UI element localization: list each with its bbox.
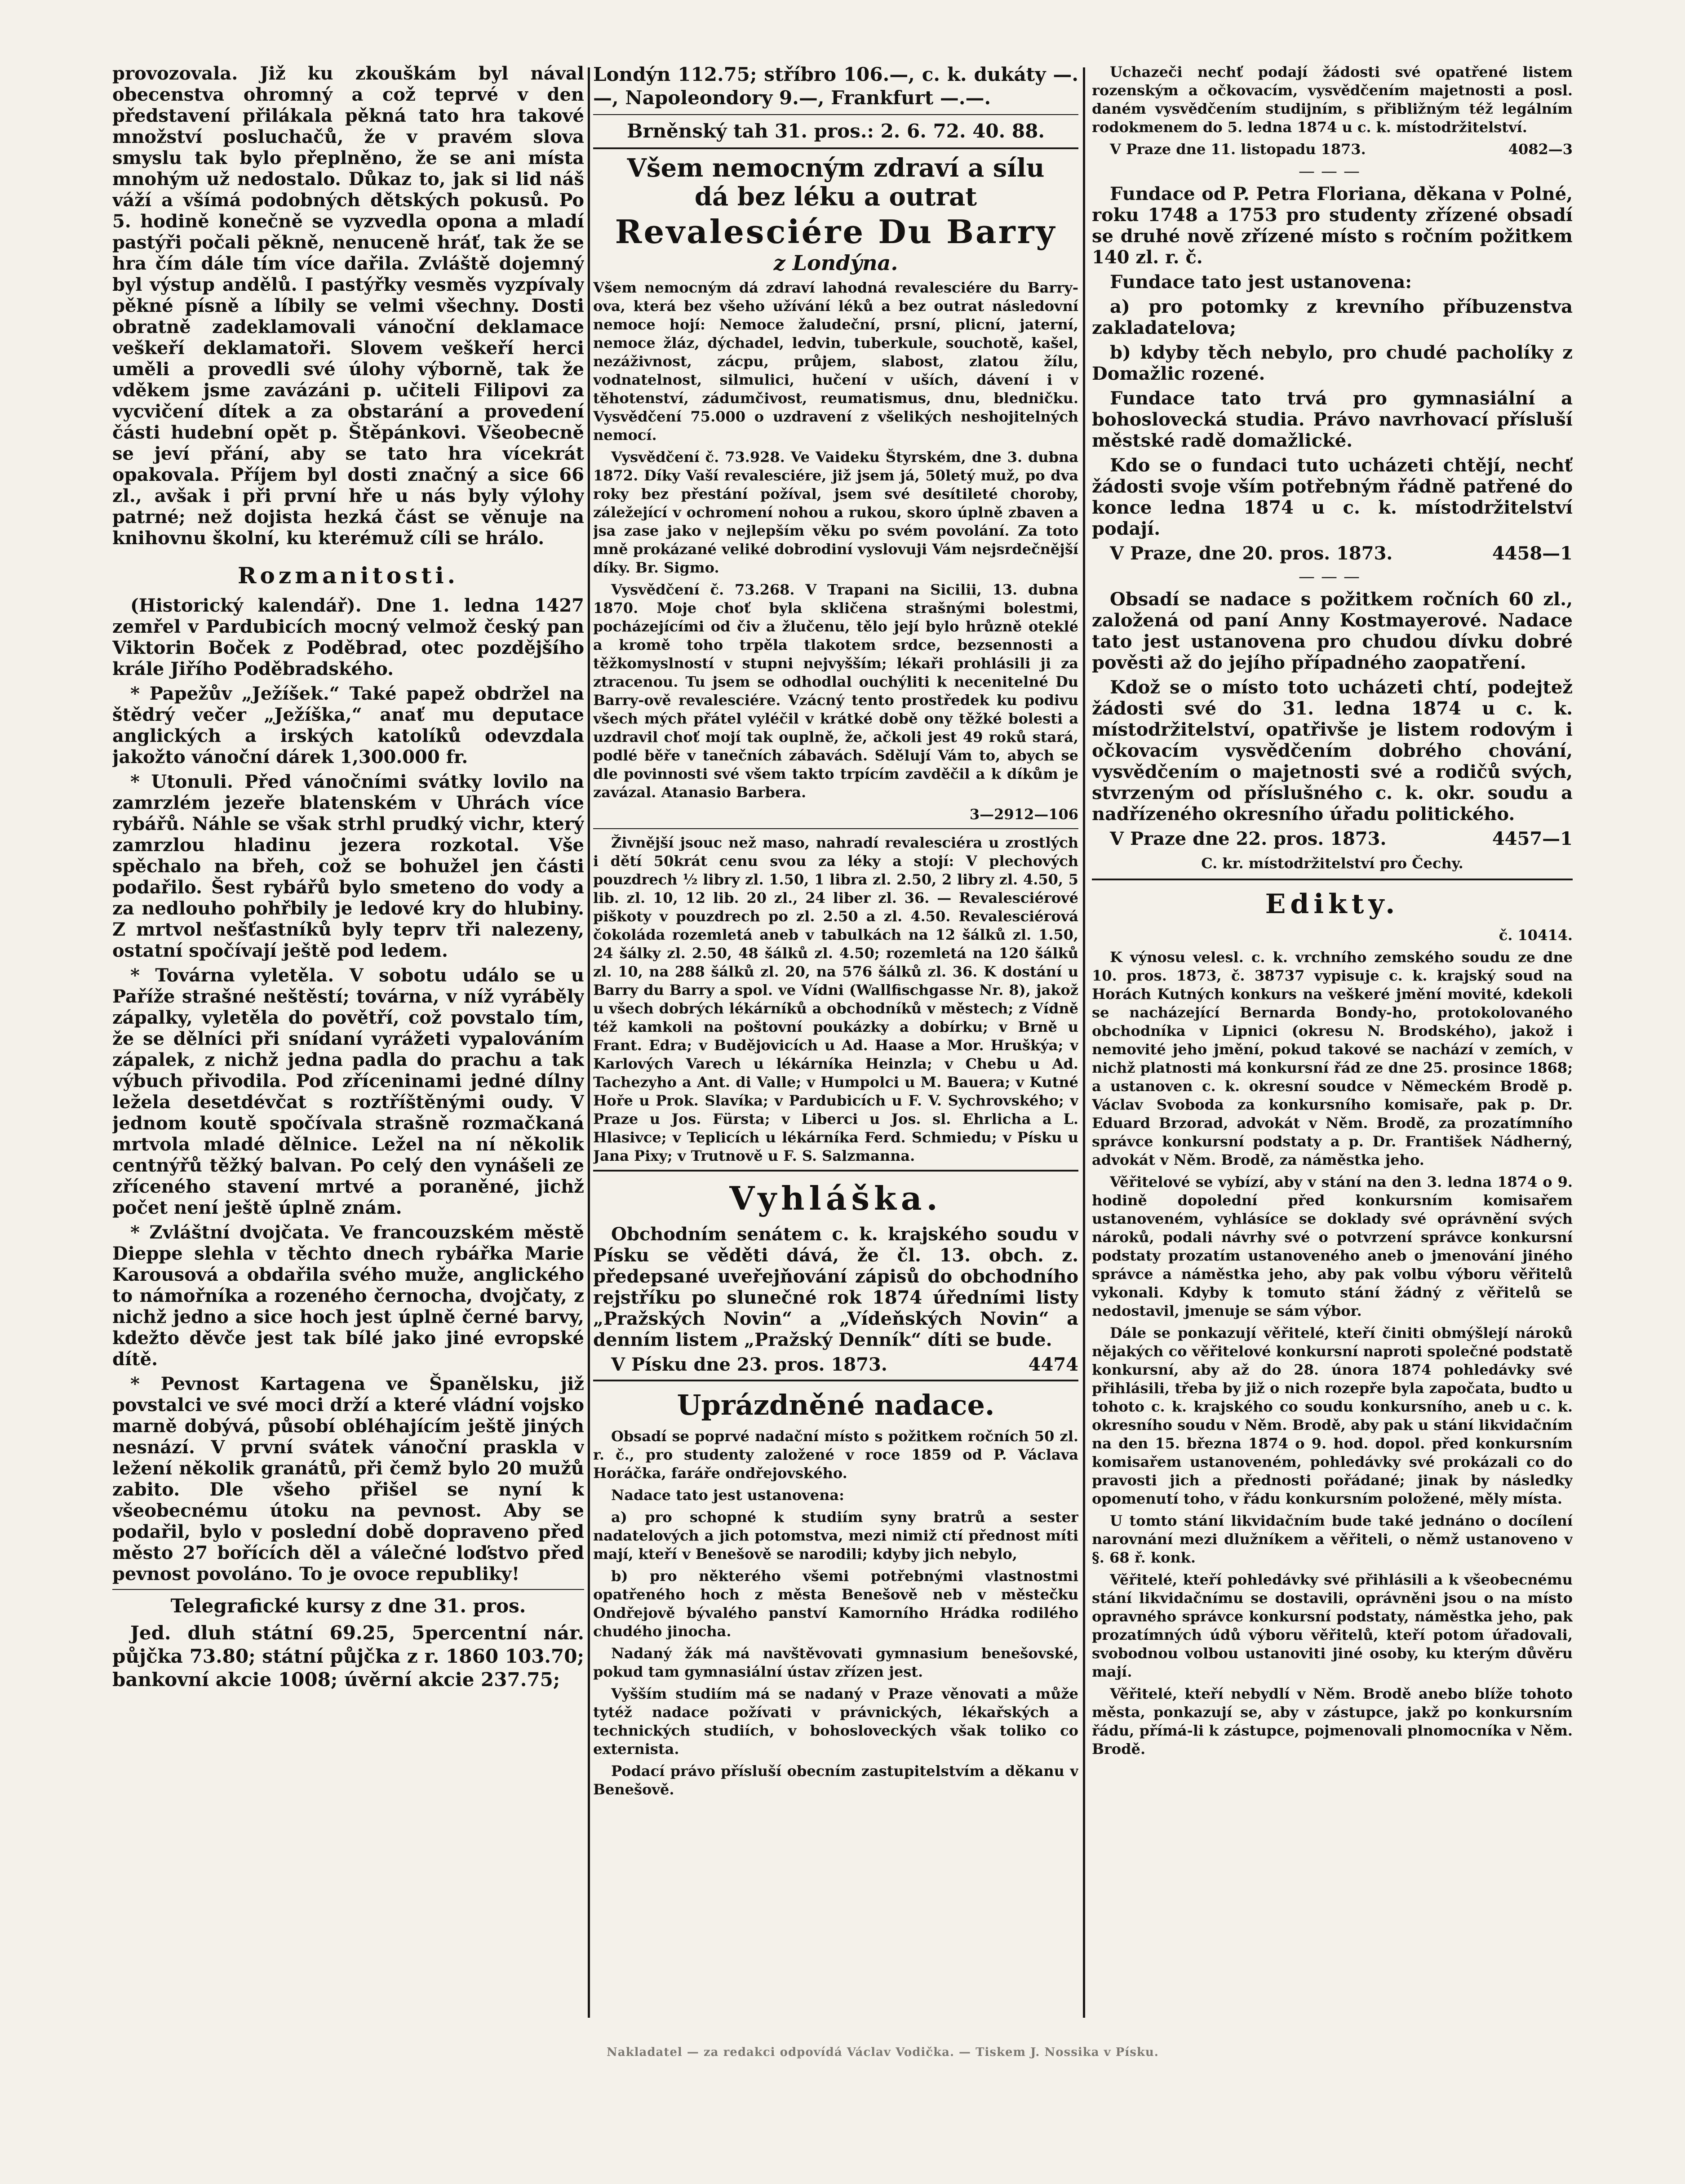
nadace-heading: Uprázdněné nadace. [677, 1389, 995, 1421]
divider [112, 1589, 584, 1590]
ad-number: 3—2912—106 [969, 806, 1078, 823]
edikty-text: Věřitelové se vybízí, aby v stání na den 3. ledna 1874 o 9. hodině dopolední před konkursním komisařem ustanoveném, vyhlásíce se doklady své oprávnění svých nároků, podali návrhy své o potvrzení správce konkursní podstaty prozatím ustanoveného aneb o jmenování jiného správce a náměstka jeho, aby pak volbu výboru věřitelů vykonali. Kdyby k tomuto stání žádný z věřitelů se nedostavil, jmenuje se sám výbor. [1092, 1173, 1573, 1319]
rozmanitosti-item: * Papežův „Ježíšek.“ Také papež obdržel na štědrý večer „Ježíška,“ anať mu deputace anglických a irských katolíků odevzdala jakožto vánoční dárek 1,300.000 fr. [112, 683, 584, 768]
ad-headline: Všem nemocným zdraví a sílu [627, 153, 1045, 183]
fundace-text: b) kdyby těch nebylo, pro chudé pacholíky z Domažlic rozené. [1092, 342, 1573, 384]
imprint-footer: Nakladatel — za redakci odpovídá Václav Vodička. — Tiskem J. Nossika v Písku. [607, 2046, 1159, 2059]
kursy-heading: Telegrafické kursy z dne 31. pros. [170, 1595, 526, 1617]
top-notice-footer [1092, 140, 1573, 159]
kostmayer-footer [1092, 828, 1573, 849]
rozmanitosti-item: * Továrna vyletěla. V sobotu událo se u Paříže strašné neštěstí; továrna, v níž vyráběly zápalky, vyletěla do povětří, což povstalo tím, že se dělníci při snídaní vyrážeti vypalováním zápalek, z nichž jedna padla do prachu a tak výbuch přivodila. Pod zříceninami jedné dílny ležela desetdévčat s roztříštěnými oudy. V jednom koutě spočívala strašně rozmačkaná mrtvola mladé dělnice. Ležel na ní několik centnýřů těžký balvan. Po celý den vynášeli ze zříceného stavení mrtvé a poraněné, jichž počet není ještě úplně znám. [112, 965, 584, 1218]
rozmanitosti-heading: Rozmanitosti. [237, 562, 459, 589]
column-1 [112, 63, 584, 2022]
kostmayer-number: 4457—1 [1492, 828, 1573, 849]
kostmayer-text: Obsadí se nadace s požitkem ročních 60 zl., založená od paní Anny Kostmayerové. Nadace tato jest ustanovena pro chudou dívku dobré pověsti až do jejího případného zaopatření. [1092, 589, 1573, 673]
vyhlaska-date: V Písku dne 23. pros. 1873. [611, 1354, 887, 1375]
ad-text: Vysvědčení č. 73.268. V Trapani na Sicilii, 13. dubna 1870. Moje choť byla skličena strašnými bolestmi, pocházejícími od čiv a žlučenu, tělo její bylo hrůzně oteklé a kromě toho trpěla tlakotem srdce, bezsennosti a těžkomyslností v stupni nejvyšším; lékaři prohlásili ji za ztracenou. Tu jsem se odhodlal ouchýliti k necenitelné Du Barry-ově revalesciére. Vzácný tento prostředek ku podivu všech mých přátel vyléčil v krátké době ony těžké bolesti a uzdravil choť mojí tak ouplně, že, ačkoli jest 49 roků stará, podlé běře v tanečních zábavách. Sdělují Vám to, abych se dle povinnosti své všem takto trpícím zavděčil a k díkům je zavázal. Atanasio Barbera. [593, 581, 1078, 801]
top-notice-number: 4082—3 [1508, 141, 1573, 158]
fundace-date: V Praze, dne 20. pros. 1873. [1110, 543, 1393, 564]
ad-text: Vysvědčení č. 73.928. Ve Vaideku Štyrském, dne 3. dubna 1872. Díky Vaší revalesciére, již jsem já, 50letý muž, po dva roky bez přestání požíval, jsem své desítileté choroby, záležející v ochromení nohou a rukou, skoro úplně zbaven a jsa zase jako v nejlepším věku po svém povolání. Za toto mně prokázané veliké dobrodiní vyslovuji Vám nejsrdečnější díky. Br. Sigmo. [593, 448, 1078, 576]
nadace-text: Vyšším studiím má se nadaný v Praze věnovati a může tytéž nadace požívati v právnických, lékařských a technických studiích, v bohosloveckých však toliko co externista. [593, 1685, 1078, 1758]
nadace-text: Podací právo přísluší obecním zastupitelstvím a děkanu v Benešově. [593, 1762, 1078, 1798]
column-rule-2 [1083, 67, 1085, 2018]
nadace-text: a) pro schopné k studiím syny bratrů a sester nadatelových a jich potomstva, mezi nimiž ctí přednost míti mají, kteří v Benešově se narodili; kdyby jich nebylo, [593, 1509, 1078, 1563]
vyhlaska-heading: Vyhláška. [729, 1179, 942, 1217]
divider: ——— [1299, 568, 1366, 586]
edikty-heading: Edikty. [1265, 888, 1400, 920]
vyhlaska-notice [593, 1180, 1078, 1375]
divider [1092, 879, 1573, 880]
edikty-text: K výnosu velesl. c. k. vrchního zemského soudu ze dne 10. pros. 1873, č. 38737 vypisuje c. k. krajský soud na Horách Kutných konkurs na veškeré jmění movité, kdekoli se nacházející Bernarda Bondy-ho, protokolovaného obchodníka v Lipnici (okresu N. Brodského), jakož i nemovité jeho jmění, pokud takové se nachází v zemích, v nichž platnosti má konkursní řád ze dne 25. prosince 1868; a ustanoven c. k. okresní soudce v Německém Brodě p. Václav Svoboda za konkursního komisaře, pak p. Dr. Eduard Brzorad, advokát v Něm. Brodě, za prozatímního správce konkursní podstaty a p. Dr. František Nádherný, advokát v Něm. Brodě, za náměstka jeho. [1092, 949, 1573, 1168]
divider [593, 1170, 1078, 1172]
edikty-text: Věřitelé, kteří pohledávky své přihlásili a k všeobecnému stání likvidačnímu se dostavili, oprávněni jsou o na místo opravného správce konkursní podstaty, náměstka jeho, pak prozatímných údů výboru věřitelů, kteří potom úřadovali, svobodnou volbou ustanoviti jiné osoby, ku kterým důvěru mají. [1092, 1571, 1573, 1680]
nadace-text: Nadaný žák má navštěvovati gymnasium benešovské, pokud tam gymnasiální ústav zřízen jest. [593, 1645, 1078, 1680]
edikty-number: č. 10414. [1499, 927, 1573, 944]
vyhlaska-text: Obchodním senátem c. k. krajského soudu v Písku se věděti dává, že čl. 13. obch. z. předepsané uveřejňování zápisů do obchodního rejstříku po slunečné rok 1874 úředními listy „Pražských Novin“ a „Vídeňských Novin“ a denním listem „Pražský Denník“ díti se bude. [593, 1224, 1078, 1350]
nadace-text: Obsadí se poprvé nadační místo s požitkem ročních 50 zl. r. č., pro studenty založené v roce 1859 od P. Václava Horáčka, faráře ondřejovského. [593, 1428, 1078, 1482]
top-notice-date: V Praze dne 11. listopadu 1873. [1110, 141, 1366, 158]
revalesciere-ad [593, 154, 1078, 1165]
vyhlaska-number: 4474 [1028, 1354, 1078, 1375]
kursy-continued: Londýn 112.75; stříbro 106.—, c. k. dukáty —.—, Napoleondory 9.—, Frankfurt —.—. [593, 63, 1078, 109]
fundace-text: Kdo se o fundaci tuto ucházeti chtějí, nechť žádosti svoje vším potřebným řádně patřené do konce ledna 1874 u c. k. místodržitelství podají. [1092, 455, 1573, 539]
ad-headline: dá bez léku a outrat [694, 182, 977, 212]
fundace-text: a) pro potomky z krevního příbuzenstva zakladatelova; [1092, 296, 1573, 338]
rozmanitosti-item: (Historický kalendář). Dne 1. ledna 1427 zemřel v Pardubicích mocný velmož český pan Viktorin Boček z Poděbrad, otec pozdějšího krále Jiřího Poděbradského. [112, 595, 584, 679]
nadace-text: b) pro některého všemi potřebnými vlastnostmi opatřeného hoch z města Benešově neb v městečku Ondřejově bývalého panství Kamorního Hrádka rodilého chudého jinocha. [593, 1567, 1078, 1640]
column-2 [593, 63, 1078, 2022]
divider [593, 147, 1078, 149]
ad-brand: Revalesciére Du Barry [615, 213, 1057, 251]
top-notice-text: Uchazeči nechť podají žádosti své opatřené listem rozenským a očkovacím, vysvědčením majetnosti a posl. daném vysvědčením studijním, s přibližným též legálním rodokmenem do 5. ledna 1874 u c. k. místodržitelství. [1092, 63, 1573, 136]
ad-text: Živnější jsouc než maso, nahradí revalesciéra u zrostlých i dětí 50krát cenu svou za léky a stojí: V plechových pouzdrech ½ libry zl. 1.50, 1 libra zl. 2.50, 2 libry zl. 4.50, 5 lib. zl. 10, 12 lib. 20 zl., 24 liber zl. 36. — Revalesciérové piškoty v pouzdrech po zl. 2.50 a zl. 4.50. Revalesciérová čokoláda rozemletá aneb v tabulkách na 12 šálků zl. 1.50, 24 šálky zl. 2.50, 48 šálků zl. 4.50; rozemletá na 120 šálků zl. 10, na 288 šálků zl. 20, na 576 šálků zl. 36. K dostání u Barry du Barry a spol. ve Vídni (Wallfischgasse Nr. 8), jakož u všech dobrých lékárníků a obchodníků v městech; z Vídně též kamkoli na poštovní poukázky a dobírku; v Brně u Frant. Edra; v Budějovicích u Ad. Haase a Mor. Hruškýa; v Karlových Varech u lékárníka Heinzla; v Chebu u Ad. Tachezyho a Ant. di Valle; v Humpolci u M. Bauera; v Kutné Hoře u Prok. Slavíka; v Pardubicích u F. V. Sychrovského; v Praze u Jos. Fürsta; v Liberci u Jos. sl. Ehrlicha a L. Hlasivce; v Teplicích u lékárníka Ferd. Schmiedu; v Písku u Jana Pixy; v Trutnově u F. S. Salzmanna. [593, 834, 1078, 1164]
fundace-footer [1092, 543, 1573, 564]
nadace-text: Nadace tato jest ustanovena: [611, 1487, 844, 1504]
fundace-text: Fundace od P. Petra Floriana, děkana v Polné, roku 1748 a 1753 pro studenty zřízené obsadí se druhé nově zřízené místo s ročním požitkem 140 zl. r. č. [1092, 183, 1573, 268]
vyhlaska-footer [593, 1354, 1078, 1375]
divider [593, 828, 1078, 829]
rozmanitosti-item: * Zvláštní dvojčata. Ve francouzském městě Dieppe slehla v těchto dnech rybářka Marie Karousová a obdařila svého muže, anglického to námořníka a rozeného černocha, dvojčaty, z nichž jedno a sice hoch jest úplně černé barvy, kdežto děvče jest tak bílé jako jiné evropské dítě. [112, 1222, 584, 1370]
nadace-notice [593, 1389, 1078, 1799]
column-3 [1092, 63, 1573, 2022]
kursy-text: Jed. dluh státní 69.25, 5percentní nár. půjčka 73.80; státní půjčka z r. 1860 103.70; bankovní akcie 1008; úvěrní akcie 237.75; [112, 1622, 584, 1691]
divider: ——— [1299, 162, 1366, 181]
edikty-text: Dále se ponkazují věřitelé, kteří činiti obmýšlejí nároků nějakých co věřitelové konkursní naproti společné podstatě konkursní, aby až do 28. února 1874 pohledávky své přihlásili, třeba by již o nich rozepře byla započata, budto u tohoto c. k. krajského co soudu konkursního, aneb u c. k. okresního soudu v Něm. Brodě, aby pak u stání likvidačním na den 15. března 1874 o 9. hod. dopol. před konkursním komisařem ustanoveném, pohledávky své prokázali co do pravosti jich a přednosti pořádané; jinak by následky opomenutí toho, v řádu konkursním položené, měly místa. [1092, 1324, 1573, 1507]
fundace-text: Fundace tato jest ustanovena: [1110, 271, 1412, 293]
ad-text: Všem nemocným dá zdraví lahodná revalesciére du Barry-ova, která bez všeho užívání léků a bez outrat následovní nemoce hojí: Nemoce žaludeční, prsní, plicní, jaterní, nemoce žláz, dýchadel, ledvin, tuberkule, souchotě, kašel, nezáživnost, zácpu, průjem, slabost, zlatou žílu, vodnatelnost, silmulici, hučení v uších, dávení i v těhotenství, zádumčivost, reumatismus, dnu, bledničku. Vysvědčení 75.000 o uzdravení z všelikých neshojitelných nemocí. [593, 279, 1078, 444]
fundace-text: Fundace tato trvá pro gymnasiální a bohoslovecká studia. Právo navrhovací přísluší městské radě domažlické. [1092, 388, 1573, 451]
kostmayer-text: Kdož se o místo toto ucházeti chtí, podejtež žádosti své do 31. ledna 1874 u c. k. místodržitelství, opatřivše je listem rodovým i očkovacím vysvědčením dobrého chování, vysvědčením o majetnosti své a rodičů svých, stvrzeným od příslušného c. k. okr. soudu a nadřízeného okresního úřadu politického. [1092, 677, 1573, 825]
divider [593, 1380, 1078, 1381]
kostmayer-signature: C. kr. místodržitelství pro Čechy. [1201, 855, 1463, 872]
brno-lottery: Brněnský tah 31. pros.: 2. 6. 72. 40. 88. [627, 120, 1045, 142]
rozmanitosti-item: * Pevnost Kartagena ve Španělsku, již povstalci ve své moci drží a které vládní vojsko marně dobývá, působí obléhajícím ještě jiných nesnází. V první svátek vánoční praskla v ležení několik granátů, při čemž bylo 20 mužů zabito. Dle všeho přišel se nyní k všeobecnému útoku na pevnost. Aby se podařil, bylo v poslední době dopraveno před město 27 bořících děl a válečné loďstvo před pevnost povoláno. To je ovoce republiky! [112, 1373, 584, 1585]
ad-city: z Londýna. [773, 251, 898, 275]
kostmayer-date: V Praze dne 22. pros. 1873. [1110, 828, 1387, 849]
divider [593, 114, 1078, 115]
column-rule-1 [588, 67, 590, 2018]
fundace-number: 4458—1 [1492, 543, 1573, 564]
rozmanitosti-item: * Utonuli. Před vánočními svátky lovilo na zamrzlém jezeře blatenském v Uhrách více rybářů. Náhle se však strhl prudký vichr, který zamrzlou hladinu jezera rozkotal. Vše spěchalo na břeh, což se bohužel jen části podařilo. Šest rybářů bylo smeteno do vody a za nedlouho pohřbily je ledové kry do hlubiny. Z mrtvol nešťastníků byly teprv tři nalezeny, ostatní spočívají ještě pod ledem. [112, 771, 584, 961]
edikty-text: Věřitelé, kteří nebydlí v Něm. Brodě anebo blíže tohoto města, ponkazují se, aby v zástupce, jakž po konkursním řádu, přímá-li k zástupce, pojmenovali plnomocníka v Něm. Brodě. [1092, 1685, 1573, 1758]
intro-paragraph: provozovala. Již ku zkouškám byl nával obecenstva ohromný a což teprvé v den představení přilákala pěkná tato hra takové množství posluchačů, že v pravém slova smyslu tak bylo přeplněno, že se ani místa mnohým už nedostalo. Důkaz to, jak si lid náš váží a všímá podobných dětských pokusů. Po 5. hodině konečně se vyzvedla opona a mladí pastýři počali pěkně, nenuceně hráť, tak že se hra čím dále tím více dařila. Zvláště dojemný byl výstup andělů. I pastýřky vesměs vyzpívaly pěkné písně a líbily se velmi všechny. Dosti obratně zadeklamovali vánoční deklamace veškeří deklamatoři. Slovem veškeří herci uměli a provedli své úlohy výborně, tak že vděkem jsme zavázáni p. učiteli Filipovi za vycvičení dítek a za obstarání a provedení části hudební opět p. Štěpánkovi. Všeobecně se jeví přání, aby se tato hra vícekrát opakovala. Příjem byl dosti značný a sice 66 zl., avšak i při první hře u nás byly výlohy patrné; než dojista hezká část se věnuje na knihovnu školní, ku kterémuž cíli se hrálo. [112, 63, 584, 549]
edikty-text: U tomto stání likvidačním bude také jednáno o docílení narovnání mezi dlužníkem a věřiteli, o němž ustanoveno v §. 68 ř. konk. [1092, 1512, 1573, 1566]
